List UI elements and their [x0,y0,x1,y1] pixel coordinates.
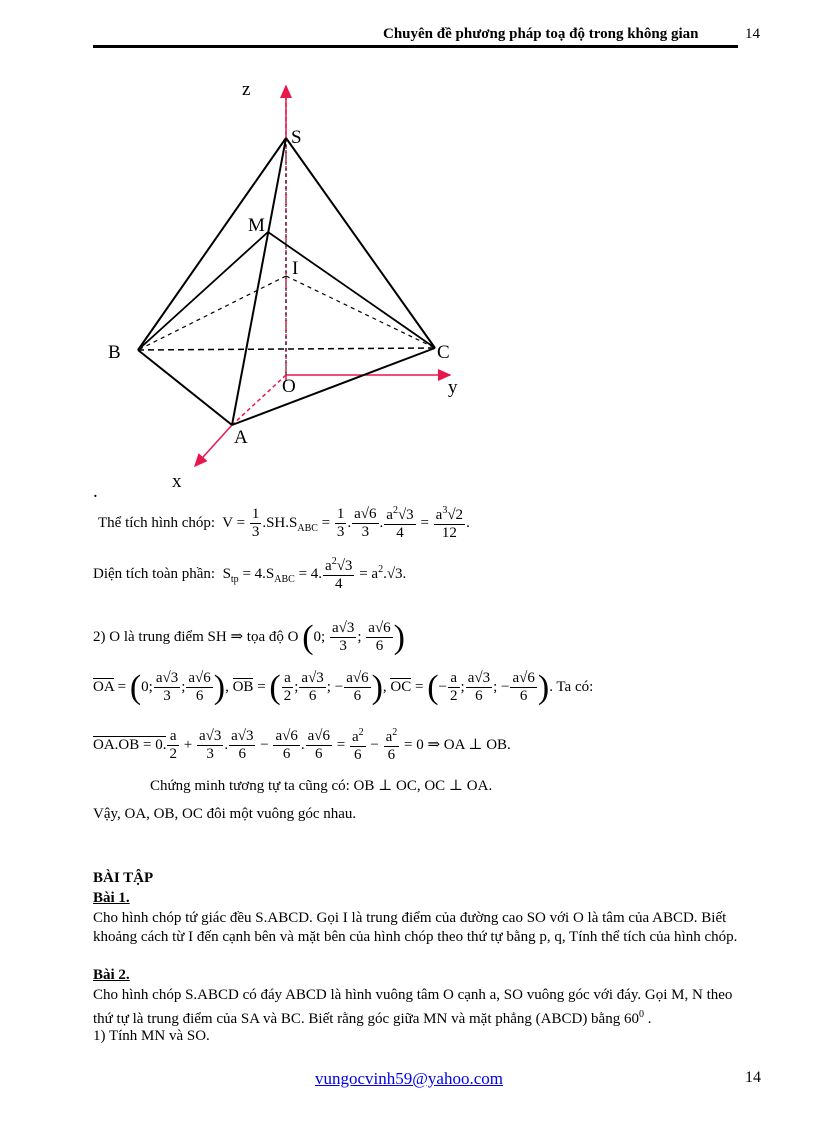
exercise-2-item: 1) Tính MN và SO. [93,1028,210,1044]
label-S: S [291,127,302,148]
edge-SB [138,138,286,350]
label-z: z [242,79,251,100]
exercises-heading: BÀI TẬP [93,870,154,886]
exercise-2-title: Bài 2. [93,967,130,983]
vectors-line: OA = (0; $\frac{a√3}{3}$ ; $\frac{a√6}{6}$ ), OB = ( $\frac{a}{2}$ ; $\frac{a√3}{6}$ ; − $\frac{a√6}{6}$ ), OC = (− $\frac{a}{2}$ ; $\frac{a√3}{6}$ ; − $\frac{a√6}{6}$ ). Ta có: [93,668,594,706]
label-y: y [448,377,458,398]
label-I: I [292,258,299,279]
figure-dot: . [93,481,98,500]
part2-line: 2) O là trung điểm SH ⇒ tọa độ O (0; $\frac{a√3}{3}$ ; $\frac{a√6}{6}$ ) [93,618,405,656]
footer-email-link[interactable]: vungocvinh59@yahoo.com [315,1069,503,1088]
x-axis [195,425,232,466]
edge-MC [268,232,435,348]
label-B: B [108,342,121,363]
edge-SC [286,138,435,348]
edge-AC [232,348,435,425]
header-page-number: 14 [745,26,760,42]
exercise-1-title: Bài 1. [93,890,130,906]
exercise-1-text: Cho hình chóp tứ giác đều S.ABCD. Gọi I là trung điểm của đường cao SO với O là tâm của ABCD. Biết khoảng cách từ I đến cạnh bên và mặt bên của hình chóp theo thứ tự bằng p, q, Tính thể tích của hình chóp. [93,910,738,945]
edge-IB-hidden [138,276,286,350]
edge-BA [138,350,232,425]
similar-proof: Chứng minh tương tự ta cũng có: OB ⊥ OC, OC ⊥ OA. [150,778,493,794]
exercise-2-text: Cho hình chóp S.ABCD có đáy ABCD là hình vuông tâm O cạnh a, SO vuông góc với đáy. Gọi M, N theo thứ tự là trung điểm của SA và BC. Biết rằng góc giữa MN và mặt phẳng (ABCD) bằng $60^0$ . [93,987,733,1027]
footer-page-number: 14 [745,1069,761,1086]
volume-line: Thể tích hình chóp: V = $\frac{1}{3}$ $.SH.S_{ABC}$ = $\frac{1}{3}$ . $\frac{a√6}{3}$ . $\frac{a^2√3}{4}$ = $\frac{a^3√2}{12}$ . [98,505,470,542]
label-M: M [248,215,265,236]
label-x: x [172,471,182,492]
label-O: O [282,376,296,397]
surface-line: Diện tích toàn phần: $S_{tp} = 4.S_{ABC} = 4$. $\frac{a^2√3}{4}$ = $a^2.√3$. [93,556,407,593]
dot-product-line: OA.OB = 0. $\frac{a}{2}$ + $\frac{a√3}{3}$ . $\frac{a√3}{6}$ − $\frac{a√6}{6}$ . $\frac{a√6}{6}$ = $\frac{a^2}{6}$ − $\frac{a^2}{6}$ = 0 ⇒ OA ⊥ OB. [93,727,511,764]
label-C: C [437,342,450,363]
conclusion: Vậy, OA, OB, OC đôi một vuông góc nhau. [93,806,357,822]
edge-IC-hidden [286,276,435,348]
header-title: Chuyên đề phương pháp toạ độ trong không gian [383,26,699,42]
label-A: A [234,427,248,448]
pyramid-figure [0,0,816,500]
